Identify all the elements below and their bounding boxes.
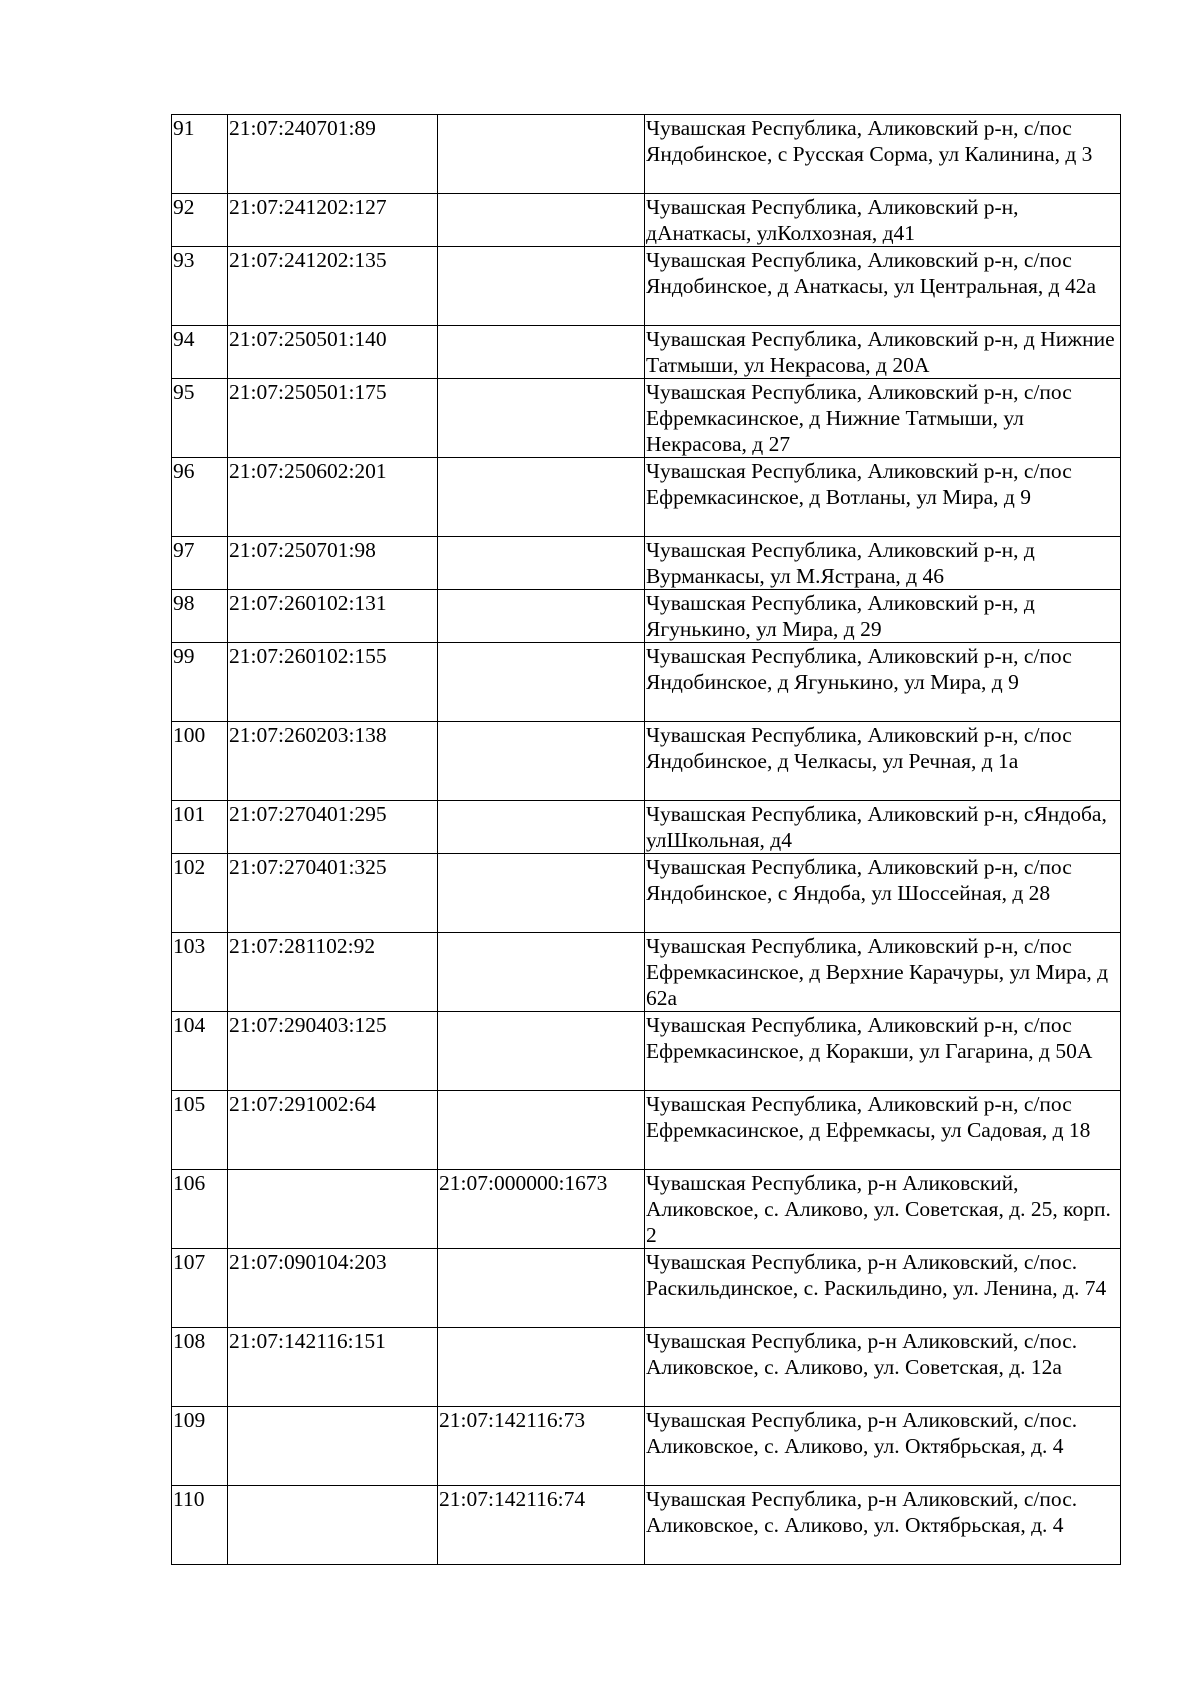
cadastral-number: 21:07:250501:175	[228, 379, 438, 458]
cadastral-number	[228, 1486, 438, 1565]
row-number: 107	[172, 1249, 228, 1328]
table-row	[172, 722, 1121, 801]
row-number: 99	[172, 643, 228, 722]
row-number: 96	[172, 458, 228, 537]
cadastral-number: 21:07:250701:98	[228, 537, 438, 590]
table-row	[172, 643, 1121, 722]
building-number	[438, 722, 645, 801]
table-row	[172, 933, 1121, 1012]
table-row	[172, 1486, 1121, 1565]
building-number	[438, 379, 645, 458]
row-number: 106	[172, 1170, 228, 1249]
table-row	[172, 801, 1121, 854]
table-row	[172, 1328, 1121, 1407]
cadastral-number: 21:07:270401:295	[228, 801, 438, 854]
address: Чувашская Республика, Аликовский р-н, с/пос Ефремкасинское, д Коракши, ул Гагарина, д 50А	[645, 1012, 1121, 1091]
cadastral-number: 21:07:240701:89	[228, 115, 438, 194]
row-number: 105	[172, 1091, 228, 1170]
table-body	[172, 115, 1121, 1565]
row-number: 108	[172, 1328, 228, 1407]
address: Чувашская Республика, р-н Аликовский, с/пос. Аликовское, с. Аликово, ул. Октябрьская, д. 4	[645, 1486, 1121, 1565]
address: Чувашская Республика, р-н Аликовский, с/пос. Аликовское, с. Аликово, ул. Октябрьская, д. 4	[645, 1407, 1121, 1486]
cadastral-number: 21:07:250602:201	[228, 458, 438, 537]
table-row	[172, 115, 1121, 194]
table-row	[172, 194, 1121, 247]
building-number	[438, 194, 645, 247]
building-number: 21:07:142116:74	[438, 1486, 645, 1565]
row-number: 92	[172, 194, 228, 247]
row-number: 103	[172, 933, 228, 1012]
address: Чувашская Республика, Аликовский р-н, с/пос Яндобинское, с Яндоба, ул Шоссейная, д 28	[645, 854, 1121, 933]
row-number: 101	[172, 801, 228, 854]
table-row	[172, 537, 1121, 590]
row-number: 98	[172, 590, 228, 643]
row-number: 94	[172, 326, 228, 379]
property-table	[171, 114, 1121, 1565]
cadastral-number: 21:07:270401:325	[228, 854, 438, 933]
table-row	[172, 590, 1121, 643]
building-number	[438, 590, 645, 643]
table-row	[172, 1012, 1121, 1091]
table-row	[172, 854, 1121, 933]
address: Чувашская Республика, Аликовский р-н, сЯндоба, улШкольная, д4	[645, 801, 1121, 854]
building-number	[438, 854, 645, 933]
row-number: 93	[172, 247, 228, 326]
cadastral-number: 21:07:291002:64	[228, 1091, 438, 1170]
cadastral-number: 21:07:241202:135	[228, 247, 438, 326]
row-number: 95	[172, 379, 228, 458]
building-number	[438, 326, 645, 379]
cadastral-number: 21:07:090104:203	[228, 1249, 438, 1328]
cadastral-number	[228, 1170, 438, 1249]
cadastral-number: 21:07:241202:127	[228, 194, 438, 247]
cadastral-number: 21:07:250501:140	[228, 326, 438, 379]
table-row	[172, 458, 1121, 537]
address: Чувашская Республика, Аликовский р-н, дАнаткасы, улКолхозная, д41	[645, 194, 1121, 247]
cadastral-number: 21:07:260203:138	[228, 722, 438, 801]
address: Чувашская Республика, Аликовский р-н, с/пос Ефремкасинское, д Вотланы, ул Мира, д 9	[645, 458, 1121, 537]
address: Чувашская Республика, Аликовский р-н, д Ягунькино, ул Мира, д 29	[645, 590, 1121, 643]
table-row	[172, 247, 1121, 326]
row-number: 110	[172, 1486, 228, 1565]
cadastral-number: 21:07:281102:92	[228, 933, 438, 1012]
building-number	[438, 933, 645, 1012]
row-number: 102	[172, 854, 228, 933]
cadastral-number: 21:07:290403:125	[228, 1012, 438, 1091]
address: Чувашская Республика, Аликовский р-н, д Вурманкасы, ул М.Ястрана, д 46	[645, 537, 1121, 590]
address: Чувашская Республика, Аликовский р-н, с/пос Яндобинское, с Русская Сорма, ул Калинина, д 3	[645, 115, 1121, 194]
row-number: 100	[172, 722, 228, 801]
cadastral-number: 21:07:260102:131	[228, 590, 438, 643]
building-number	[438, 115, 645, 194]
address: Чувашская Республика, р-н Аликовский, с/пос. Раскильдинское, с. Раскильдино, ул. Ленина, д. 74	[645, 1249, 1121, 1328]
building-number	[438, 458, 645, 537]
building-number: 21:07:142116:73	[438, 1407, 645, 1486]
address: Чувашская Республика, Аликовский р-н, с/пос Яндобинское, д Анаткасы, ул Центральная, д 42а	[645, 247, 1121, 326]
building-number: 21:07:000000:1673	[438, 1170, 645, 1249]
table-row	[172, 1091, 1121, 1170]
address: Чувашская Республика, р-н Аликовский, Аликовское, с. Аликово, ул. Советская, д. 25, корп. 2	[645, 1170, 1121, 1249]
address: Чувашская Республика, р-н Аликовский, с/пос. Аликовское, с. Аликово, ул. Советская, д. 12а	[645, 1328, 1121, 1407]
address: Чувашская Республика, Аликовский р-н, д Нижние Татмыши, ул Некрасова, д 20А	[645, 326, 1121, 379]
building-number	[438, 537, 645, 590]
building-number	[438, 643, 645, 722]
cadastral-number	[228, 1407, 438, 1486]
address: Чувашская Республика, Аликовский р-н, с/пос Ефремкасинское, д Верхние Карачуры, ул Мира, д 62а	[645, 933, 1121, 1012]
address: Чувашская Республика, Аликовский р-н, с/пос Яндобинское, д Челкасы, ул Речная, д 1а	[645, 722, 1121, 801]
address: Чувашская Республика, Аликовский р-н, с/пос Ефремкасинское, д Нижние Татмыши, ул Некрасова, д 27	[645, 379, 1121, 458]
building-number	[438, 1328, 645, 1407]
table-row	[172, 326, 1121, 379]
address: Чувашская Республика, Аликовский р-н, с/пос Ефремкасинское, д Ефремкасы, ул Садовая, д 18	[645, 1091, 1121, 1170]
address: Чувашская Республика, Аликовский р-н, с/пос Яндобинское, д Ягунькино, ул Мира, д 9	[645, 643, 1121, 722]
row-number: 91	[172, 115, 228, 194]
building-number	[438, 1249, 645, 1328]
table-row	[172, 1249, 1121, 1328]
building-number	[438, 801, 645, 854]
row-number: 109	[172, 1407, 228, 1486]
building-number	[438, 247, 645, 326]
building-number	[438, 1091, 645, 1170]
document-page	[171, 114, 1120, 1565]
cadastral-number: 21:07:142116:151	[228, 1328, 438, 1407]
row-number: 104	[172, 1012, 228, 1091]
table-row	[172, 1170, 1121, 1249]
table-row	[172, 1407, 1121, 1486]
building-number	[438, 1012, 645, 1091]
table-row	[172, 379, 1121, 458]
cadastral-number: 21:07:260102:155	[228, 643, 438, 722]
row-number: 97	[172, 537, 228, 590]
